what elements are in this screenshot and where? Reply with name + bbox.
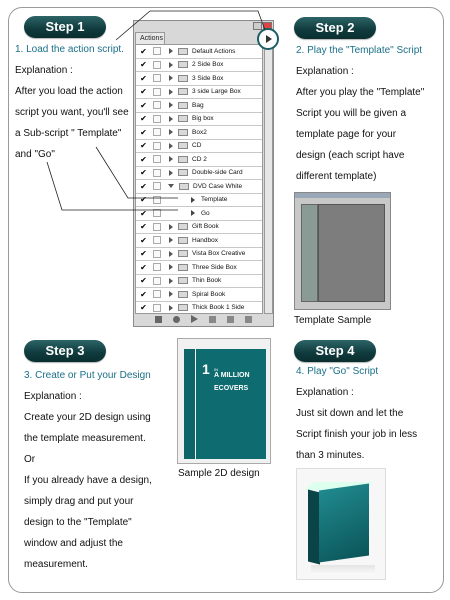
action-label: 3 side Large Box bbox=[192, 88, 241, 96]
action-row[interactable] bbox=[136, 248, 262, 262]
action-row[interactable] bbox=[136, 140, 262, 154]
action-label: Go bbox=[201, 209, 210, 217]
folder-icon bbox=[178, 291, 188, 298]
folder-icon bbox=[178, 223, 188, 230]
action-row[interactable] bbox=[136, 45, 262, 59]
dialog-toggle-box[interactable] bbox=[153, 47, 161, 55]
action-label: Vista Box Creative bbox=[192, 250, 246, 258]
action-label: Bag bbox=[192, 101, 204, 109]
checkmark-icon[interactable]: ✔ bbox=[140, 100, 147, 110]
folder-icon bbox=[178, 115, 188, 122]
step-2-body-0: After you play the "Template" bbox=[296, 87, 425, 98]
minimize-button[interactable] bbox=[253, 22, 262, 30]
folder-icon bbox=[178, 156, 188, 163]
checkmark-icon[interactable]: ✔ bbox=[140, 87, 147, 97]
action-row[interactable] bbox=[136, 153, 262, 167]
action-row[interactable] bbox=[136, 167, 262, 181]
dialog-toggle-box[interactable] bbox=[153, 236, 161, 244]
expand-right-icon[interactable] bbox=[191, 210, 195, 216]
action-label: Thin Book bbox=[192, 277, 222, 285]
step-1-title: 1. Load the action script. bbox=[15, 44, 124, 55]
scrollbar[interactable] bbox=[264, 44, 273, 314]
step-3-title: 3. Create or Put your Design bbox=[24, 370, 151, 381]
folder-icon bbox=[178, 304, 188, 311]
checkmark-icon[interactable]: ✔ bbox=[140, 289, 147, 299]
step-2-body-4: different template) bbox=[296, 171, 377, 182]
checkmark-icon[interactable]: ✔ bbox=[140, 168, 147, 178]
expand-right-icon[interactable] bbox=[169, 116, 173, 122]
step-1-pill: Step 1 bbox=[24, 16, 106, 38]
checkmark-icon[interactable]: ✔ bbox=[140, 127, 147, 137]
folder-icon bbox=[178, 75, 188, 82]
step-2-body-3: design (each script have bbox=[296, 150, 405, 161]
action-label: 3 Side Box bbox=[192, 74, 224, 82]
panel-footer bbox=[135, 313, 272, 325]
expand-right-icon[interactable] bbox=[169, 278, 173, 284]
step-4-pill: Step 4 bbox=[294, 340, 376, 362]
actions-tab[interactable]: Actions bbox=[135, 32, 165, 44]
new-action-icon[interactable] bbox=[227, 316, 234, 323]
dialog-toggle-box[interactable] bbox=[153, 304, 161, 312]
step-2-body-2: template page for your bbox=[296, 129, 397, 140]
step-3-body-7: measurement. bbox=[24, 559, 88, 570]
folder-icon bbox=[178, 48, 188, 55]
step-4-body-1: Script finish your job in less bbox=[296, 429, 418, 440]
action-row[interactable] bbox=[136, 113, 262, 127]
action-row[interactable] bbox=[136, 59, 262, 73]
action-row[interactable] bbox=[136, 261, 262, 275]
dialog-toggle-box[interactable] bbox=[153, 250, 161, 258]
checkmark-icon[interactable]: ✔ bbox=[140, 114, 147, 124]
action-row[interactable] bbox=[136, 194, 262, 208]
expand-right-icon[interactable] bbox=[169, 264, 173, 270]
template-sample-caption: Template Sample bbox=[294, 315, 372, 326]
folder-icon bbox=[178, 61, 188, 68]
dialog-toggle-box[interactable] bbox=[153, 209, 161, 217]
folder-icon bbox=[178, 169, 188, 176]
design-line-3: ECOVERS bbox=[214, 385, 249, 392]
folder-icon bbox=[178, 88, 188, 95]
expand-right-icon[interactable] bbox=[169, 237, 173, 243]
step-3-body-4: simply drag and put your bbox=[24, 496, 134, 507]
expand-right-icon[interactable] bbox=[191, 197, 195, 203]
step-4-body-0: Just sit down and let the bbox=[296, 408, 404, 419]
action-row[interactable] bbox=[136, 126, 262, 140]
step-2-explanation: Explanation : bbox=[296, 66, 354, 77]
action-label: Three Side Box bbox=[192, 263, 237, 271]
trash-icon[interactable] bbox=[245, 316, 252, 323]
checkmark-icon[interactable]: ✔ bbox=[140, 60, 147, 70]
expand-right-icon[interactable] bbox=[169, 129, 173, 135]
checkmark-icon[interactable]: ✔ bbox=[140, 181, 147, 191]
expand-right-icon[interactable] bbox=[169, 170, 173, 176]
step-1-explanation: Explanation : bbox=[15, 65, 73, 76]
action-label: Spiral Book bbox=[192, 290, 226, 298]
action-label: Thick Book 1 Side bbox=[192, 304, 245, 312]
expand-right-icon[interactable] bbox=[169, 89, 173, 95]
new-set-icon[interactable] bbox=[209, 316, 216, 323]
product-box-image bbox=[296, 468, 386, 580]
checkmark-icon[interactable]: ✔ bbox=[140, 276, 147, 286]
dialog-toggle-box[interactable] bbox=[153, 142, 161, 150]
dialog-toggle-box[interactable] bbox=[153, 88, 161, 96]
step-1-body-0: After you load the action bbox=[15, 86, 123, 97]
step-4-title: 4. Play "Go" Script bbox=[296, 366, 379, 377]
step-1-body-1: script you want, you'll see bbox=[15, 107, 129, 118]
action-label: 2 Side Box bbox=[192, 61, 224, 69]
expand-right-icon[interactable] bbox=[169, 251, 173, 257]
action-row[interactable] bbox=[136, 86, 262, 100]
step-4-body-2: than 3 minutes. bbox=[296, 450, 365, 461]
expand-right-icon[interactable] bbox=[169, 156, 173, 162]
dialog-toggle-box[interactable] bbox=[153, 290, 161, 298]
action-label: Template bbox=[201, 196, 228, 204]
folder-icon bbox=[178, 237, 188, 244]
checkmark-icon[interactable]: ✔ bbox=[140, 262, 147, 272]
checkmark-icon[interactable]: ✔ bbox=[140, 73, 147, 83]
step-1-body-2: a Sub-script " Template" bbox=[15, 128, 122, 139]
actions-panel bbox=[133, 20, 274, 327]
step-3-body-5: design to the "Template" bbox=[24, 517, 132, 528]
dialog-toggle-box[interactable] bbox=[153, 155, 161, 163]
action-row[interactable] bbox=[136, 221, 262, 235]
checkmark-icon[interactable]: ✔ bbox=[140, 235, 147, 245]
checkmark-icon[interactable]: ✔ bbox=[140, 141, 147, 151]
action-label: CD 2 bbox=[192, 155, 207, 163]
play-icon[interactable] bbox=[191, 315, 198, 323]
expand-right-icon[interactable] bbox=[169, 305, 173, 311]
action-row[interactable] bbox=[136, 207, 262, 221]
dialog-toggle-box[interactable] bbox=[153, 263, 161, 271]
action-label: Box2 bbox=[192, 128, 207, 136]
checkmark-icon[interactable]: ✔ bbox=[140, 249, 147, 259]
dialog-toggle-box[interactable] bbox=[153, 277, 161, 285]
action-row[interactable] bbox=[136, 180, 262, 194]
panel-menu-icon[interactable] bbox=[257, 28, 279, 50]
action-row[interactable] bbox=[136, 72, 262, 86]
checkmark-icon[interactable]: ✔ bbox=[140, 208, 147, 218]
dialog-toggle-box[interactable] bbox=[153, 182, 161, 190]
step-3-body-2: Or bbox=[24, 454, 36, 465]
dialog-toggle-box[interactable] bbox=[153, 74, 161, 82]
step-3-pill: Step 3 bbox=[24, 340, 106, 362]
design-line-1: IN bbox=[214, 367, 218, 372]
folder-icon bbox=[178, 277, 188, 284]
action-row[interactable] bbox=[136, 234, 262, 248]
checkmark-icon[interactable]: ✔ bbox=[140, 303, 147, 313]
action-label: Default Actions bbox=[192, 47, 236, 55]
dialog-toggle-box[interactable] bbox=[153, 169, 161, 177]
sample-2d-design-image bbox=[177, 338, 271, 464]
design-line-2: A MILLION bbox=[214, 372, 250, 379]
expand-right-icon[interactable] bbox=[169, 143, 173, 149]
step-3-explanation: Explanation : bbox=[24, 391, 82, 402]
action-row[interactable] bbox=[136, 99, 262, 113]
dialog-toggle-box[interactable] bbox=[153, 115, 161, 123]
checkmark-icon[interactable]: ✔ bbox=[140, 222, 147, 232]
folder-icon bbox=[178, 142, 188, 149]
dialog-toggle-box[interactable] bbox=[153, 101, 161, 109]
dialog-toggle-box[interactable] bbox=[153, 196, 161, 204]
folder-icon bbox=[178, 264, 188, 271]
design-number: 1 bbox=[202, 361, 210, 377]
checkmark-icon[interactable]: ✔ bbox=[140, 195, 147, 205]
expand-right-icon[interactable] bbox=[169, 102, 173, 108]
dialog-toggle-box[interactable] bbox=[153, 128, 161, 136]
expand-right-icon[interactable] bbox=[169, 48, 173, 54]
dialog-toggle-box[interactable] bbox=[153, 61, 161, 69]
action-label: Big box bbox=[192, 115, 214, 123]
action-label: Double-side Card bbox=[192, 169, 243, 177]
action-label: Gift Book bbox=[192, 223, 219, 231]
expand-right-icon[interactable] bbox=[169, 291, 173, 297]
action-label: Handbox bbox=[192, 236, 219, 244]
checkmark-icon[interactable]: ✔ bbox=[140, 154, 147, 164]
step-2-title: 2. Play the "Template" Script bbox=[296, 45, 423, 56]
dialog-toggle-box[interactable] bbox=[153, 223, 161, 231]
record-icon[interactable] bbox=[173, 316, 180, 323]
step-1-body-3: and "Go" bbox=[15, 149, 55, 160]
step-3-body-3: If you already have a design, bbox=[24, 475, 152, 486]
expand-right-icon[interactable] bbox=[169, 75, 173, 81]
step-2-body-1: Script you will be given a bbox=[296, 108, 407, 119]
sample-design-caption: Sample 2D design bbox=[178, 468, 260, 479]
action-label: CD bbox=[192, 142, 202, 150]
stop-icon[interactable] bbox=[155, 316, 162, 323]
actions-list bbox=[135, 44, 263, 314]
step-4-explanation: Explanation : bbox=[296, 387, 354, 398]
action-row[interactable] bbox=[136, 275, 262, 289]
step-3-body-0: Create your 2D design using bbox=[24, 412, 151, 423]
step-3-body-1: the template measurement. bbox=[24, 433, 146, 444]
step-2-pill: Step 2 bbox=[294, 17, 376, 39]
checkmark-icon[interactable]: ✔ bbox=[140, 46, 147, 56]
folder-icon bbox=[178, 102, 188, 109]
action-row[interactable] bbox=[136, 288, 262, 302]
folder-icon bbox=[178, 250, 188, 257]
expand-down-icon[interactable] bbox=[168, 184, 174, 188]
template-sample-image bbox=[294, 192, 391, 310]
folder-icon bbox=[179, 183, 189, 190]
step-3-body-6: window and adjust the bbox=[24, 538, 123, 549]
folder-icon bbox=[178, 129, 188, 136]
expand-right-icon[interactable] bbox=[169, 62, 173, 68]
action-label: DVD Case White bbox=[193, 182, 243, 190]
expand-right-icon[interactable] bbox=[169, 224, 173, 230]
